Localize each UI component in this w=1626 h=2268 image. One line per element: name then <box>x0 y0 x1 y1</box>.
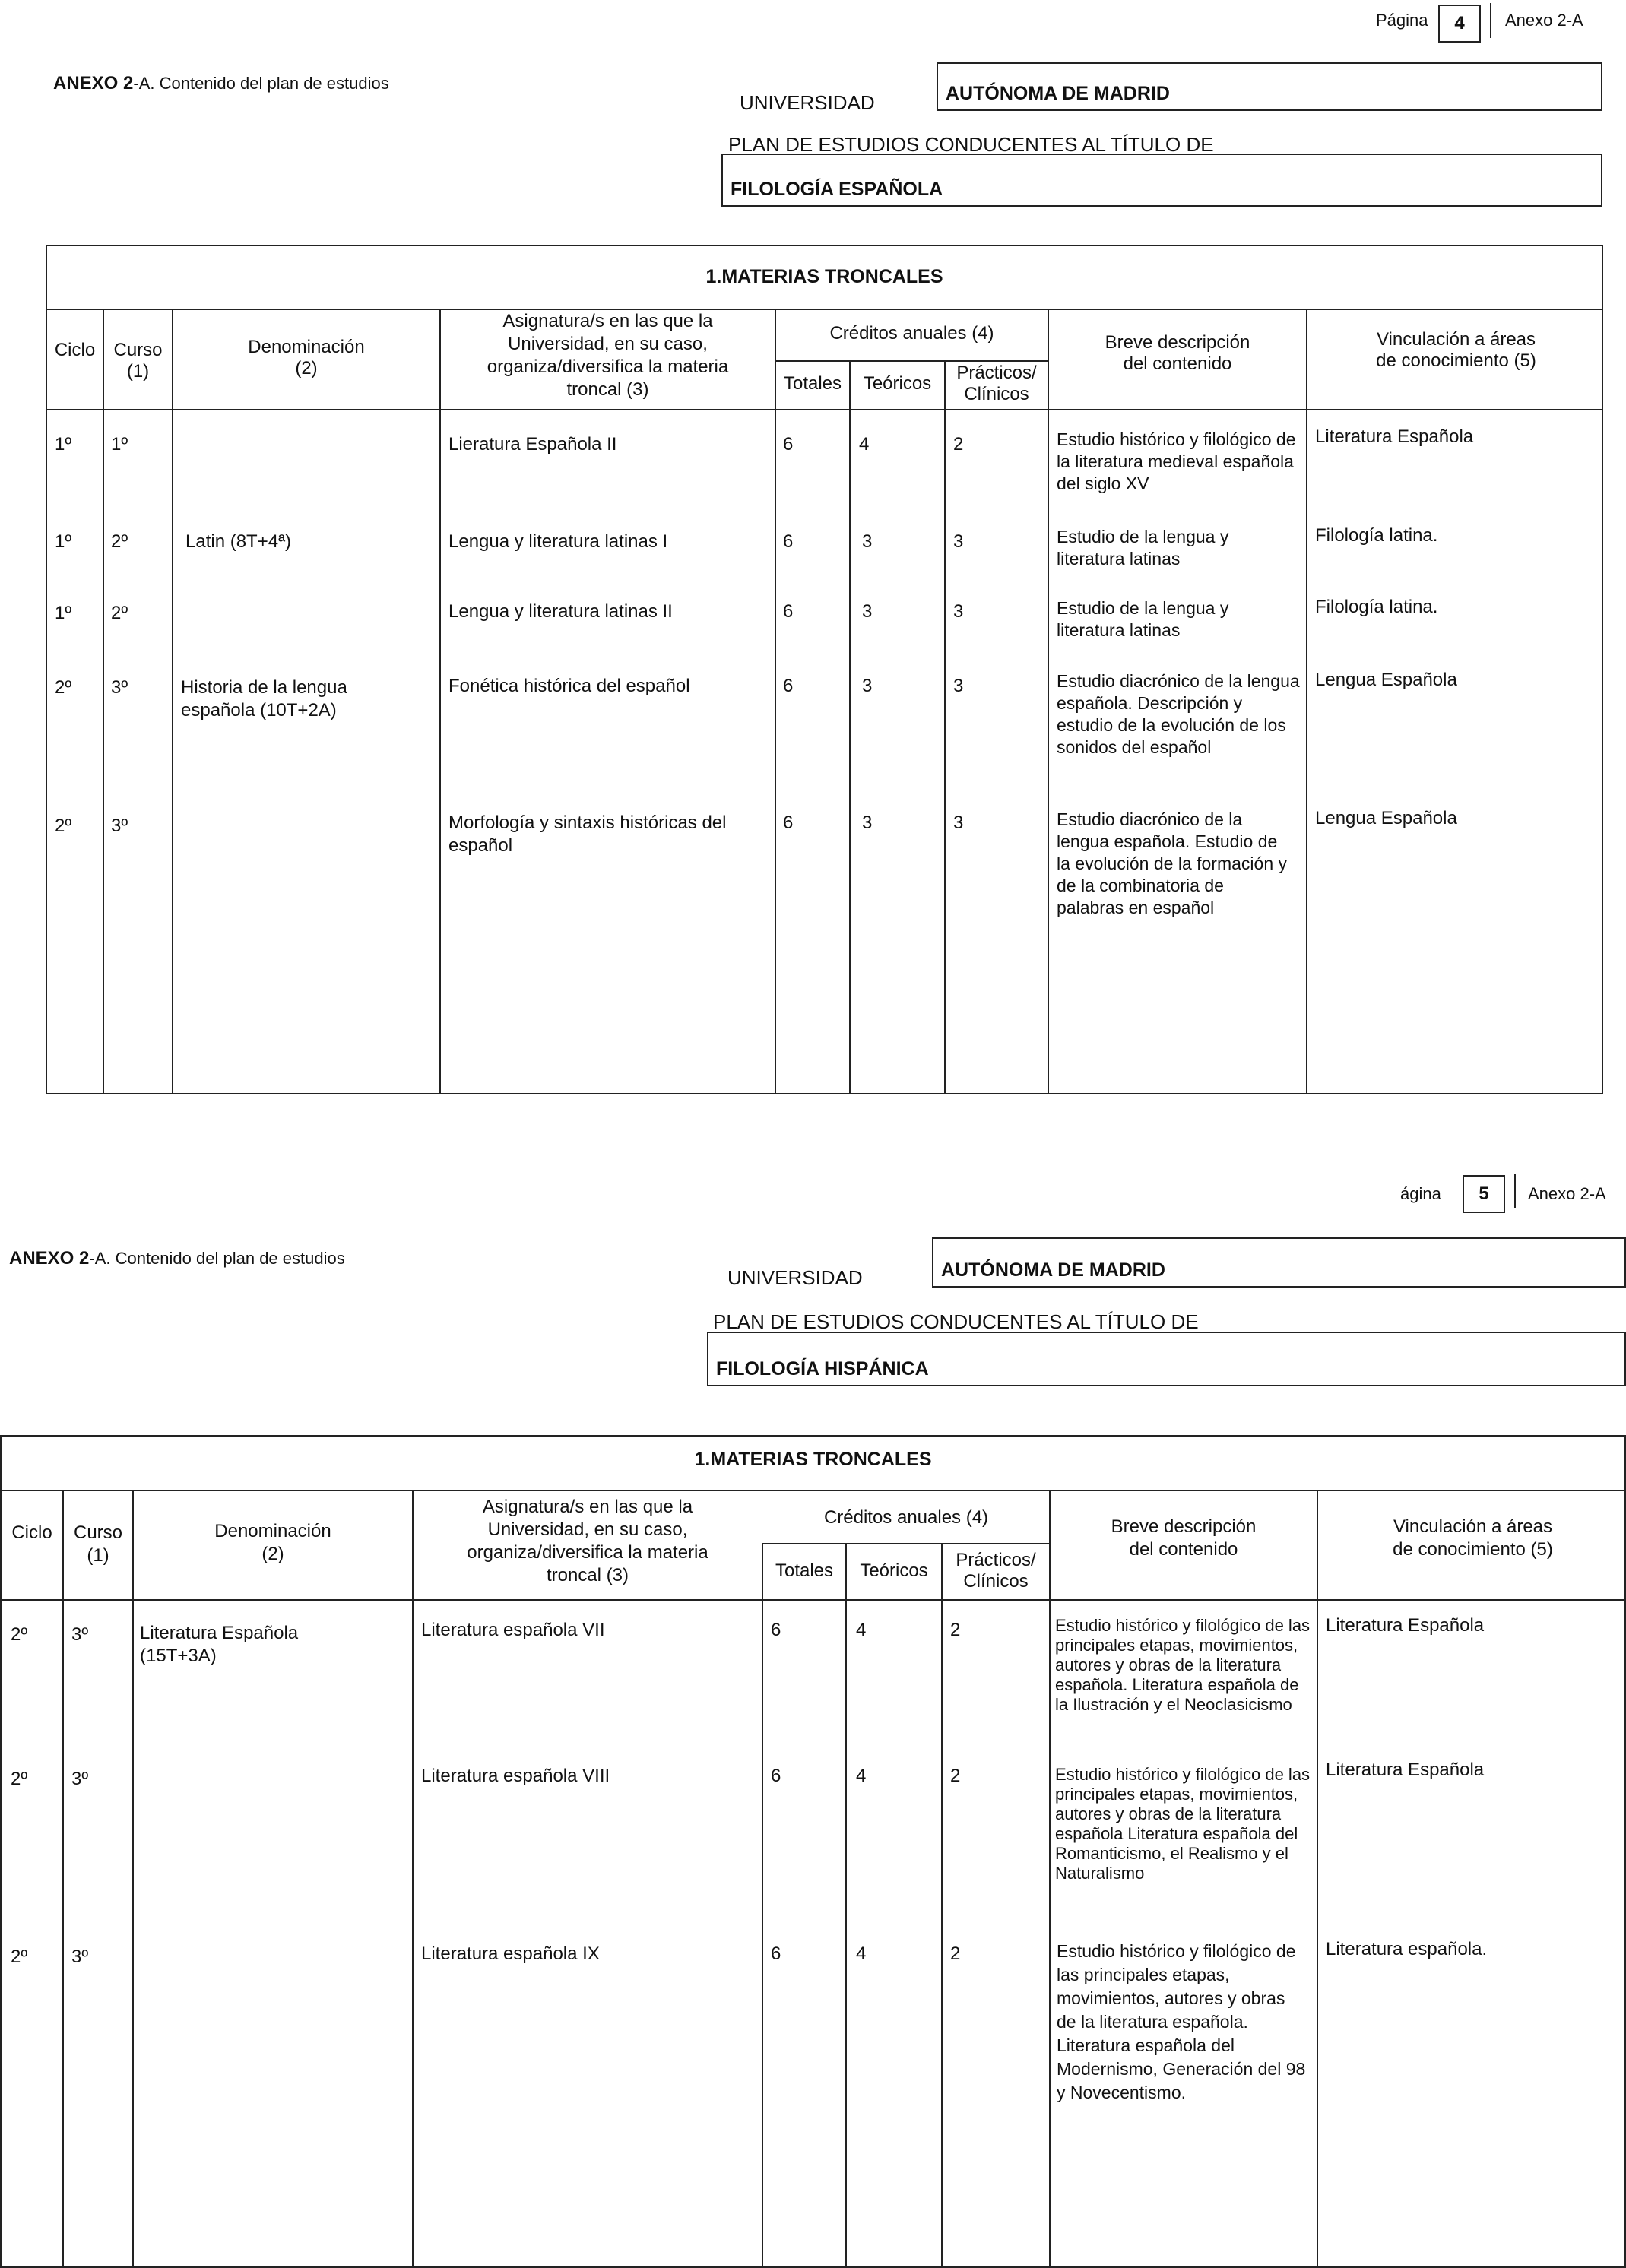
page-label: Página <box>1376 11 1428 30</box>
cell-ciclo: 1º <box>55 531 72 552</box>
cell-asignatura: Fonética histórica del español <box>448 676 690 696</box>
cell-descripcion: Estudio histórico y filológico de las principales etapas, movimientos, autores y obras de la literatura española. Literatura española de la Ilustración y el Neoclasicismo <box>1055 1616 1311 1714</box>
cell-practicos: 3 <box>953 812 964 833</box>
col-line <box>439 309 441 1094</box>
cell-curso: 3º <box>71 1769 89 1789</box>
header-breve-2: del contenido <box>1123 353 1232 374</box>
header-denominacion-note: (2) <box>295 358 318 379</box>
col-line <box>1306 309 1307 1094</box>
plan-label: PLAN DE ESTUDIOS CONDUCENTES AL TÍTULO DE <box>713 1310 1199 1333</box>
header-asignatura-2: Universidad, en su caso, <box>508 334 708 354</box>
header-asignatura-2: Universidad, en su caso, <box>487 1519 688 1540</box>
cell-totales: 6 <box>771 1766 781 1786</box>
header-vinculacion-2: de conocimiento (5) <box>1376 350 1536 371</box>
header-practicos-2: Clínicos <box>963 1571 1029 1592</box>
col-line <box>1049 1490 1051 2268</box>
header-vinculacion-2: de conocimiento (5) <box>1393 1539 1553 1560</box>
header-breve-1: Breve descripción <box>1105 332 1250 353</box>
col-line <box>132 1490 134 2268</box>
cell-vinculacion: Literatura española. <box>1326 1939 1488 1959</box>
cell-denominacion: Latin (8T+4ª) <box>185 531 291 552</box>
header-breve-2: del contenido <box>1129 1539 1238 1560</box>
col-line <box>1048 309 1049 1094</box>
cell-totales: 6 <box>771 1620 781 1640</box>
cell-practicos: 2 <box>953 434 964 455</box>
cell-teoricos: 4 <box>856 1766 867 1786</box>
university-name: AUTÓNOMA DE MADRID <box>937 62 1602 111</box>
header-asignatura-1: Asignatura/s en las que la <box>502 311 713 331</box>
header-curso-note: (1) <box>87 1545 109 1566</box>
header-vinculacion-1: Vinculación a áreas <box>1376 329 1536 350</box>
col-line <box>412 1490 414 2268</box>
cell-practicos: 3 <box>953 676 964 696</box>
header-asignatura-1: Asignatura/s en las que la <box>482 1497 693 1517</box>
cell-curso: 3º <box>71 1624 89 1645</box>
annex-title-rest: -A. Contenido del plan de estudios <box>89 1249 345 1268</box>
university-label: UNIVERSIDAD <box>740 91 875 114</box>
col-line <box>172 309 173 1094</box>
page-label: ágina <box>1400 1184 1441 1203</box>
header-ciclo: Ciclo <box>54 340 96 360</box>
col-line <box>775 309 776 1094</box>
cell-ciclo: 1º <box>55 434 72 455</box>
header-creditos: Créditos anuales (4) <box>829 323 994 344</box>
header-ciclo: Ciclo <box>11 1522 52 1543</box>
header-creditos: Créditos anuales (4) <box>823 1507 989 1528</box>
cell-teoricos: 3 <box>862 531 873 552</box>
header-bottom-rule <box>47 409 1602 410</box>
cell-practicos: 2 <box>950 1943 961 1964</box>
cell-denominacion: Literatura Española (15T+3A) <box>140 1623 299 1666</box>
cell-teoricos: 3 <box>862 676 873 696</box>
header-curso: Curso <box>113 340 163 360</box>
cell-practicos: 3 <box>953 601 964 622</box>
cell-practicos: 3 <box>953 531 964 552</box>
cell-descripcion: Estudio histórico y filológico de la literatura medieval española del siglo XV <box>1057 429 1296 493</box>
annex-label: Anexo 2-A <box>1505 11 1583 30</box>
cell-totales: 6 <box>783 531 794 552</box>
header-practicos-2: Clínicos <box>964 384 1029 404</box>
cell-asignatura: Lengua y literatura latinas I <box>448 531 668 552</box>
header-totales: Totales <box>775 1560 834 1581</box>
plan-label: PLAN DE ESTUDIOS CONDUCENTES AL TÍTULO DE <box>728 133 1214 156</box>
col-line <box>941 1543 943 2268</box>
cell-teoricos: 4 <box>859 434 870 455</box>
header-practicos-1: Prácticos/ <box>956 1550 1036 1570</box>
cell-vinculacion: Filología latina. <box>1315 525 1438 546</box>
col-line <box>849 360 851 1094</box>
cell-vinculacion: Lengua Española <box>1315 808 1457 828</box>
divider <box>1490 3 1491 38</box>
troncales-table <box>0 1435 1626 2268</box>
header-denominacion: Denominación <box>214 1521 331 1541</box>
cell-teoricos: 3 <box>862 812 873 833</box>
cell-vinculacion: Filología latina. <box>1315 597 1438 617</box>
col-line <box>944 360 946 1094</box>
cell-curso: 2º <box>111 603 128 623</box>
col-line <box>845 1543 847 2268</box>
cell-totales: 6 <box>783 812 794 833</box>
cell-ciclo: 1º <box>55 603 72 623</box>
cell-ciclo: 2º <box>11 1946 28 1967</box>
cell-asignatura: Lengua y literatura latinas II <box>448 601 673 622</box>
cell-asignatura: Literatura española VIII <box>421 1766 610 1786</box>
annex-title <box>53 73 389 94</box>
cell-totales: 6 <box>783 434 794 455</box>
annex-title-bold: ANEXO 2 <box>9 1248 90 1269</box>
cell-teoricos: 4 <box>856 1943 867 1964</box>
cell-descripcion: Estudio de la lengua y literatura latinas <box>1057 527 1229 569</box>
cell-vinculacion: Lengua Española <box>1315 670 1457 690</box>
annex-label: Anexo 2-A <box>1528 1184 1606 1203</box>
header-bottom-rule <box>2 1599 1624 1601</box>
header-breve-1: Breve descripción <box>1111 1516 1257 1537</box>
header-asignatura-3: organiza/diversifica la materia <box>487 356 729 377</box>
cell-ciclo: 2º <box>11 1769 28 1789</box>
header-rule <box>2 1490 1624 1491</box>
cell-asignatura: Lieratura Española II <box>448 434 617 455</box>
cell-curso: 1º <box>111 434 128 455</box>
cell-asignatura: Morfología y sintaxis históricas del español <box>448 812 727 856</box>
cell-vinculacion: Literatura Española <box>1326 1760 1485 1780</box>
header-asignatura-3: organiza/diversifica la materia <box>467 1542 708 1563</box>
degree-title: FILOLOGÍA HISPÁNICA <box>707 1332 1626 1386</box>
annex-title-rest: -A. Contenido del plan de estudios <box>133 74 389 93</box>
section-title: 1.MATERIAS TRONCALES <box>694 1449 932 1470</box>
cell-asignatura: Literatura española VII <box>421 1620 605 1640</box>
cell-descripcion: Estudio histórico y filológico de las principales etapas, movimientos, autores y obras de la literatura española Literatura española del Romanticismo, el Realismo y el Naturalismo <box>1055 1765 1311 1883</box>
cell-curso: 3º <box>71 1946 89 1967</box>
cell-descripcion: Estudio diacrónico de la lengua española. Descripción y estudio de la evolución de los sonidos del español <box>1057 671 1300 757</box>
cell-descripcion: Estudio histórico y filológico de las principales etapas, movimientos, autores y obras de la literatura española. Literatura española del Modernismo, Generación del 98 y Novecentismo. <box>1057 1941 1306 2102</box>
cell-practicos: 2 <box>950 1620 961 1640</box>
page-number: 4 <box>1438 5 1481 43</box>
page-number: 5 <box>1463 1175 1505 1213</box>
cell-descripcion: Estudio de la lengua y literatura latinas <box>1057 598 1229 640</box>
cell-totales: 6 <box>783 601 794 622</box>
cell-totales: 6 <box>771 1943 781 1964</box>
section-title: 1.MATERIAS TRONCALES <box>705 266 943 287</box>
header-rule <box>47 309 1602 310</box>
cell-vinculacion: Literatura Española <box>1315 426 1474 447</box>
header-vinculacion-1: Vinculación a áreas <box>1393 1516 1553 1537</box>
cell-vinculacion: Literatura Española <box>1326 1615 1485 1636</box>
cell-asignatura: Literatura española IX <box>421 1943 600 1964</box>
header-practicos-1: Prácticos/ <box>956 363 1037 383</box>
col-line <box>1317 1490 1318 2268</box>
cell-ciclo: 2º <box>11 1624 28 1645</box>
cell-curso: 3º <box>111 677 128 698</box>
cell-descripcion: Estudio diacrónico de la lengua española. Estudio de la evolución de la formación y de la combinatoria de palabras en español <box>1057 809 1287 917</box>
divider <box>1514 1174 1516 1208</box>
university-name: AUTÓNOMA DE MADRID <box>932 1237 1626 1288</box>
col-line <box>762 1543 763 2268</box>
header-totales: Totales <box>783 373 842 394</box>
header-asignatura-4: troncal (3) <box>566 379 649 400</box>
degree-title: FILOLOGÍA ESPAÑOLA <box>721 154 1602 207</box>
header-curso: Curso <box>73 1522 123 1543</box>
col-line <box>62 1490 64 2268</box>
cell-practicos: 2 <box>950 1766 961 1786</box>
header-teoricos: Teóricos <box>860 1560 928 1581</box>
credits-rule <box>762 1543 1049 1544</box>
cell-denominacion: Historia de la lengua española (10T+2A) <box>181 677 347 721</box>
annex-title-bold: ANEXO 2 <box>53 73 134 93</box>
university-label: UNIVERSIDAD <box>727 1266 863 1289</box>
annex-title <box>9 1248 345 1269</box>
header-curso-note: (1) <box>126 361 150 382</box>
header-asignatura-4: troncal (3) <box>546 1565 629 1585</box>
cell-ciclo: 2º <box>55 816 72 836</box>
cell-ciclo: 2º <box>55 677 72 698</box>
header-teoricos: Teóricos <box>863 373 932 394</box>
cell-totales: 6 <box>783 676 794 696</box>
col-line <box>103 309 104 1094</box>
cell-teoricos: 3 <box>862 601 873 622</box>
cell-curso: 2º <box>111 531 128 552</box>
cell-curso: 3º <box>111 816 128 836</box>
troncales-table <box>46 245 1603 1094</box>
header-denominacion-note: (2) <box>261 1544 284 1564</box>
header-denominacion: Denominación <box>248 337 365 357</box>
cell-teoricos: 4 <box>856 1620 867 1640</box>
